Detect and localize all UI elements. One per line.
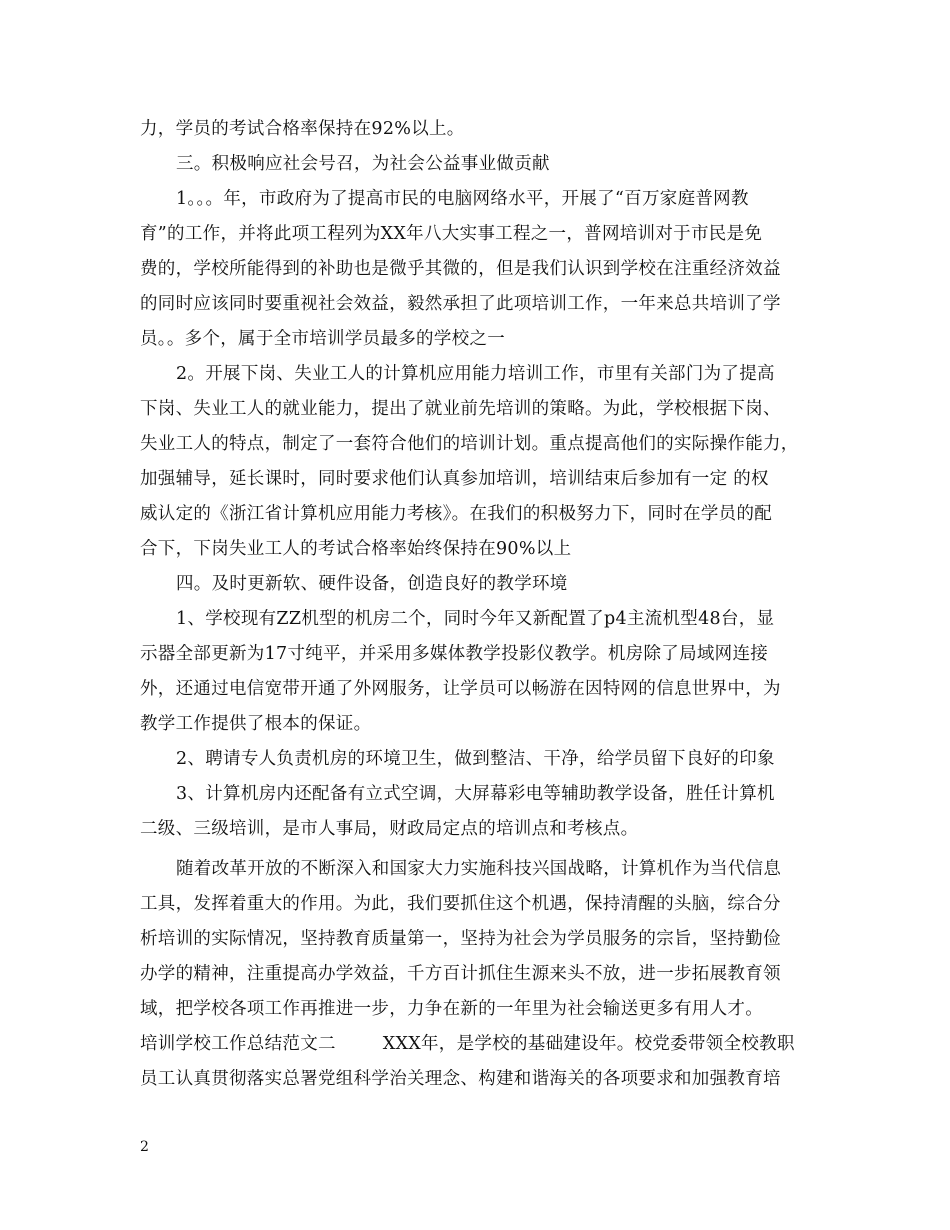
text-line: 的同时应该同时要重视社会效益，毅然承担了此项培训工作，一年来总共培训了学 <box>140 294 781 314</box>
text-line: 员。。多个，属于全市培训学员最多的学校之一 <box>140 329 506 349</box>
text-line: 威认定的《浙江省计算机应用能力考核》。在我们的积极努力下，同时在学员的配 <box>140 504 773 524</box>
text-line: 工具，发挥着重大的作用。为此，我们要抓住这个机遇，保持清醒的头脑，综合分 <box>140 894 781 914</box>
page-number: 2 <box>140 1139 149 1155</box>
text-line: 2。开展下岗、失业工人的计算机应用能力培训工作，市里有关部门为了提高 <box>176 364 775 384</box>
text-line: 下岗、失业工人的就业能力，提出了就业前先培训的策略。为此，学校根据下岗、 <box>140 399 781 419</box>
text-line: 示器全部更新为17寸纯平，并采用多媒体教学投影仪教学。机房除了局域网连接 <box>140 644 769 664</box>
section-heading-line: 培训学校工作总结范文二 XXX年，是学校的基础建设年。校党委带领全校教职 <box>140 1034 795 1054</box>
text-line: 教学工作提供了根本的保证。 <box>140 714 372 734</box>
text-line: 析培训的实际情况，坚持教育质量第一，坚持为社会为学员服务的宗旨，坚持勤俭 <box>140 929 781 949</box>
section-heading: 四。及时更新软、硬件设备，创造良好的教学环境 <box>176 574 568 594</box>
text-line: 2、聘请专人负责机房的环境卫生，做到整洁、干净，给学员留下良好的印象 <box>176 749 775 769</box>
text-line: 办学的精神，注重提高办学效益，千方百计抓住生源来头不放，进一步拓展教育领 <box>140 964 781 984</box>
text-line: 3、计算机房内还配备有立式空调，大屏幕彩电等辅助教学设备，胜任计算机 <box>176 784 775 804</box>
text-line: 失业工人的特点，制定了一套符合他们的培训计划。重点提高他们的实际操作能力， <box>140 434 799 454</box>
text-line: 外，还通过电信宽带开通了外网服务，让学员可以畅游在因特网的信息世界中，为 <box>140 679 781 699</box>
text-line: 1、学校现有ZZ机型的机房二个，同时今年又新配置了p4主流机型48台，显 <box>176 609 775 629</box>
text-line: 加强辅导，延长课时，同时要求他们认真参加培训，培训结束后参加有一定 的权 <box>140 469 769 489</box>
text-line: 二级、三级培训，是市人事局，财政局定点的培训点和考核点。 <box>140 819 639 839</box>
text-line: 域，把学校各项工作再推进一步，力争在新的一年里为社会输送更多有用人才。 <box>140 999 763 1019</box>
text-line: 力，学员的考试合格率保持在92%以上。 <box>140 119 465 139</box>
text-line: 育”的工作，并将此项工程列为XX年八大实事工程之一，普网培训对于市民是免 <box>140 224 763 244</box>
text-line: 随着改革开放的不断深入和国家大力实施科技兴国战略，计算机作为当代信息 <box>176 859 782 879</box>
text-line: 1。。。年，市政府为了提高市民的电脑网络水平，开展了“百万家庭普网教 <box>176 189 749 209</box>
section-heading: 三。积极响应社会号召，为社会公益事业做贡献 <box>176 154 550 174</box>
text-line: 费的，学校所能得到的补助也是微乎其微的，但是我们认识到学校在注重经济效益 <box>140 259 781 279</box>
text-line: 合下，下岗失业工人的考试合格率始终保持在90%以上 <box>140 539 572 559</box>
text-line: 员工认真贯彻落实总署党组科学治关理念、构建和谐海关的各项要求和加强教育培 <box>140 1069 781 1089</box>
